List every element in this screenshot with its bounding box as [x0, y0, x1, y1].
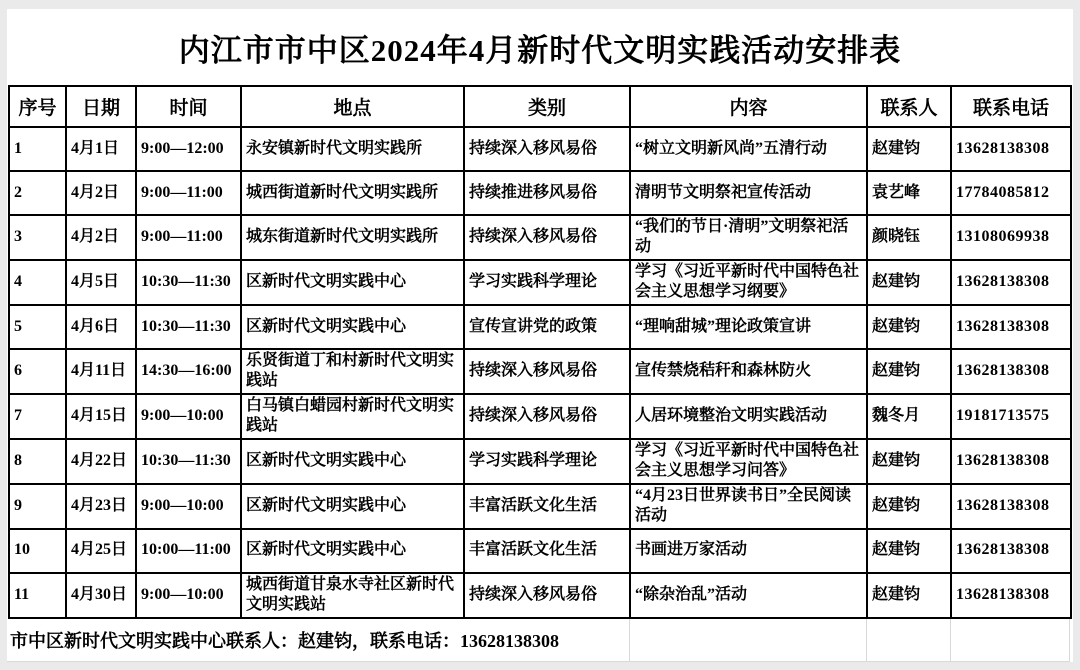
cell-category: 持续深入移风易俗 — [464, 573, 630, 618]
cell-contact: 魏冬月 — [867, 394, 951, 439]
header-cell-no: 序号 — [9, 86, 66, 127]
cell-no: 7 — [9, 394, 66, 439]
cell-location: 城东街道新时代文明实践所 — [241, 215, 464, 260]
cell-contact: 赵建钧 — [867, 439, 951, 484]
cell-content: “树立文明新风尚”五清行动 — [630, 127, 867, 171]
table-row — [9, 305, 1071, 349]
cell-phone: 13628138308 — [951, 127, 1071, 171]
table-row — [9, 171, 1071, 215]
cell-phone: 13628138308 — [951, 484, 1071, 529]
cell-category: 持续深入移风易俗 — [464, 349, 630, 394]
cell-time: 9:00—10:00 — [136, 573, 241, 618]
cell-time: 10:30—11:30 — [136, 439, 241, 484]
activity-schedule-table — [8, 85, 1072, 619]
cell-date: 4月23日 — [66, 484, 136, 529]
cell-no: 4 — [9, 260, 66, 305]
cell-time: 9:00—11:00 — [136, 171, 241, 215]
cell-phone: 13628138308 — [951, 260, 1071, 305]
cell-date: 4月30日 — [66, 573, 136, 618]
faint-gridline-vertical — [866, 619, 867, 662]
cell-date: 4月2日 — [66, 215, 136, 260]
cell-category: 宣传宣讲党的政策 — [464, 305, 630, 349]
cell-date: 4月11日 — [66, 349, 136, 394]
cell-location: 城西街道新时代文明实践所 — [241, 171, 464, 215]
page-title: 内江市市中区2024年4月新时代文明实践活动安排表 — [178, 32, 902, 68]
cell-no: 3 — [9, 215, 66, 260]
cell-phone: 13628138308 — [951, 349, 1071, 394]
cell-no: 8 — [9, 439, 66, 484]
cell-no: 11 — [9, 573, 66, 618]
cell-time: 9:00—10:00 — [136, 484, 241, 529]
cell-category: 丰富活跃文化生活 — [464, 484, 630, 529]
cell-content: 宣传禁烧秸秆和森林防火 — [630, 349, 867, 394]
cell-time: 9:00—12:00 — [136, 127, 241, 171]
table-row — [9, 127, 1071, 171]
cell-location: 区新时代文明实践中心 — [241, 305, 464, 349]
cell-date: 4月1日 — [66, 127, 136, 171]
cell-no: 9 — [9, 484, 66, 529]
faint-gridline-vertical — [629, 619, 630, 662]
footer-note: 市中区新时代文明实践中心联系人：赵建钧，联系电话：13628138308 — [10, 631, 559, 652]
cell-content: “理响甜城”理论政策宣讲 — [630, 305, 867, 349]
faint-gridline-horizontal — [7, 661, 1070, 662]
header-cell-location: 地点 — [241, 86, 464, 127]
footer-row — [7, 619, 1073, 662]
cell-no: 10 — [9, 529, 66, 573]
cell-content: “我们的节日·清明”文明祭祀活动 — [630, 215, 867, 260]
cell-date: 4月15日 — [66, 394, 136, 439]
cell-category: 持续深入移风易俗 — [464, 215, 630, 260]
table-row — [9, 573, 1071, 618]
cell-content: 学习《习近平新时代中国特色社会主义思想学习问答》 — [630, 439, 867, 484]
cell-no: 6 — [9, 349, 66, 394]
cell-date: 4月2日 — [66, 171, 136, 215]
header-cell-content: 内容 — [630, 86, 867, 127]
header-cell-time: 时间 — [136, 86, 241, 127]
cell-time: 14:30—16:00 — [136, 349, 241, 394]
cell-phone: 13628138308 — [951, 305, 1071, 349]
cell-time: 10:30—11:30 — [136, 260, 241, 305]
cell-contact: 赵建钧 — [867, 573, 951, 618]
cell-phone: 17784085812 — [951, 171, 1071, 215]
cell-contact: 袁艺峰 — [867, 171, 951, 215]
cell-category: 学习实践科学理论 — [464, 260, 630, 305]
table-row — [9, 529, 1071, 573]
cell-location: 区新时代文明实践中心 — [241, 260, 464, 305]
cell-contact: 赵建钧 — [867, 529, 951, 573]
header-cell-date: 日期 — [66, 86, 136, 127]
table-row — [9, 439, 1071, 484]
table-body — [9, 127, 1071, 618]
header-cell-category: 类别 — [464, 86, 630, 127]
cell-time: 9:00—11:00 — [136, 215, 241, 260]
page-sheet — [7, 9, 1073, 655]
table-row — [9, 484, 1071, 529]
cell-category: 丰富活跃文化生活 — [464, 529, 630, 573]
cell-content: 清明节文明祭祀宣传活动 — [630, 171, 867, 215]
cell-contact: 赵建钧 — [867, 484, 951, 529]
cell-content: “除杂治乱”活动 — [630, 573, 867, 618]
cell-contact: 赵建钧 — [867, 305, 951, 349]
cell-location: 区新时代文明实践中心 — [241, 529, 464, 573]
cell-date: 4月6日 — [66, 305, 136, 349]
cell-phone: 19181713575 — [951, 394, 1071, 439]
header-row — [9, 86, 1071, 127]
header-cell-contact: 联系人 — [867, 86, 951, 127]
faint-gridline-vertical — [1069, 619, 1070, 662]
cell-category: 持续推进移风易俗 — [464, 171, 630, 215]
cell-phone: 13108069938 — [951, 215, 1071, 260]
cell-contact: 赵建钧 — [867, 260, 951, 305]
cell-location: 乐贤街道丁和村新时代文明实践站 — [241, 349, 464, 394]
cell-location: 城西街道甘泉水寺社区新时代文明实践站 — [241, 573, 464, 618]
header-cell-phone: 联系电话 — [951, 86, 1071, 127]
cell-category: 持续深入移风易俗 — [464, 394, 630, 439]
cell-contact: 颜晓钰 — [867, 215, 951, 260]
cell-content: 学习《习近平新时代中国特色社会主义思想学习纲要》 — [630, 260, 867, 305]
table-row — [9, 260, 1071, 305]
cell-no: 1 — [9, 127, 66, 171]
cell-location: 区新时代文明实践中心 — [241, 439, 464, 484]
cell-date: 4月22日 — [66, 439, 136, 484]
cell-location: 白马镇白蜡园村新时代文明实践站 — [241, 394, 464, 439]
cell-location: 永安镇新时代文明实践所 — [241, 127, 464, 171]
cell-contact: 赵建钧 — [867, 349, 951, 394]
cell-content: 书画进万家活动 — [630, 529, 867, 573]
table-row — [9, 215, 1071, 260]
cell-category: 学习实践科学理论 — [464, 439, 630, 484]
cell-no: 5 — [9, 305, 66, 349]
cell-date: 4月25日 — [66, 529, 136, 573]
cell-contact: 赵建钧 — [867, 127, 951, 171]
cell-time: 9:00—10:00 — [136, 394, 241, 439]
table-row — [9, 394, 1071, 439]
cell-time: 10:00—11:00 — [136, 529, 241, 573]
table-row — [9, 349, 1071, 394]
cell-location: 区新时代文明实践中心 — [241, 484, 464, 529]
cell-phone: 13628138308 — [951, 573, 1071, 618]
cell-category: 持续深入移风易俗 — [464, 127, 630, 171]
cell-content: 人居环境整治文明实践活动 — [630, 394, 867, 439]
faint-gridline-vertical — [950, 619, 951, 662]
cell-phone: 13628138308 — [951, 529, 1071, 573]
cell-content: “4月23日世界读书日”全民阅读活动 — [630, 484, 867, 529]
cell-time: 10:30—11:30 — [136, 305, 241, 349]
cell-phone: 13628138308 — [951, 439, 1071, 484]
cell-date: 4月5日 — [66, 260, 136, 305]
cell-no: 2 — [9, 171, 66, 215]
